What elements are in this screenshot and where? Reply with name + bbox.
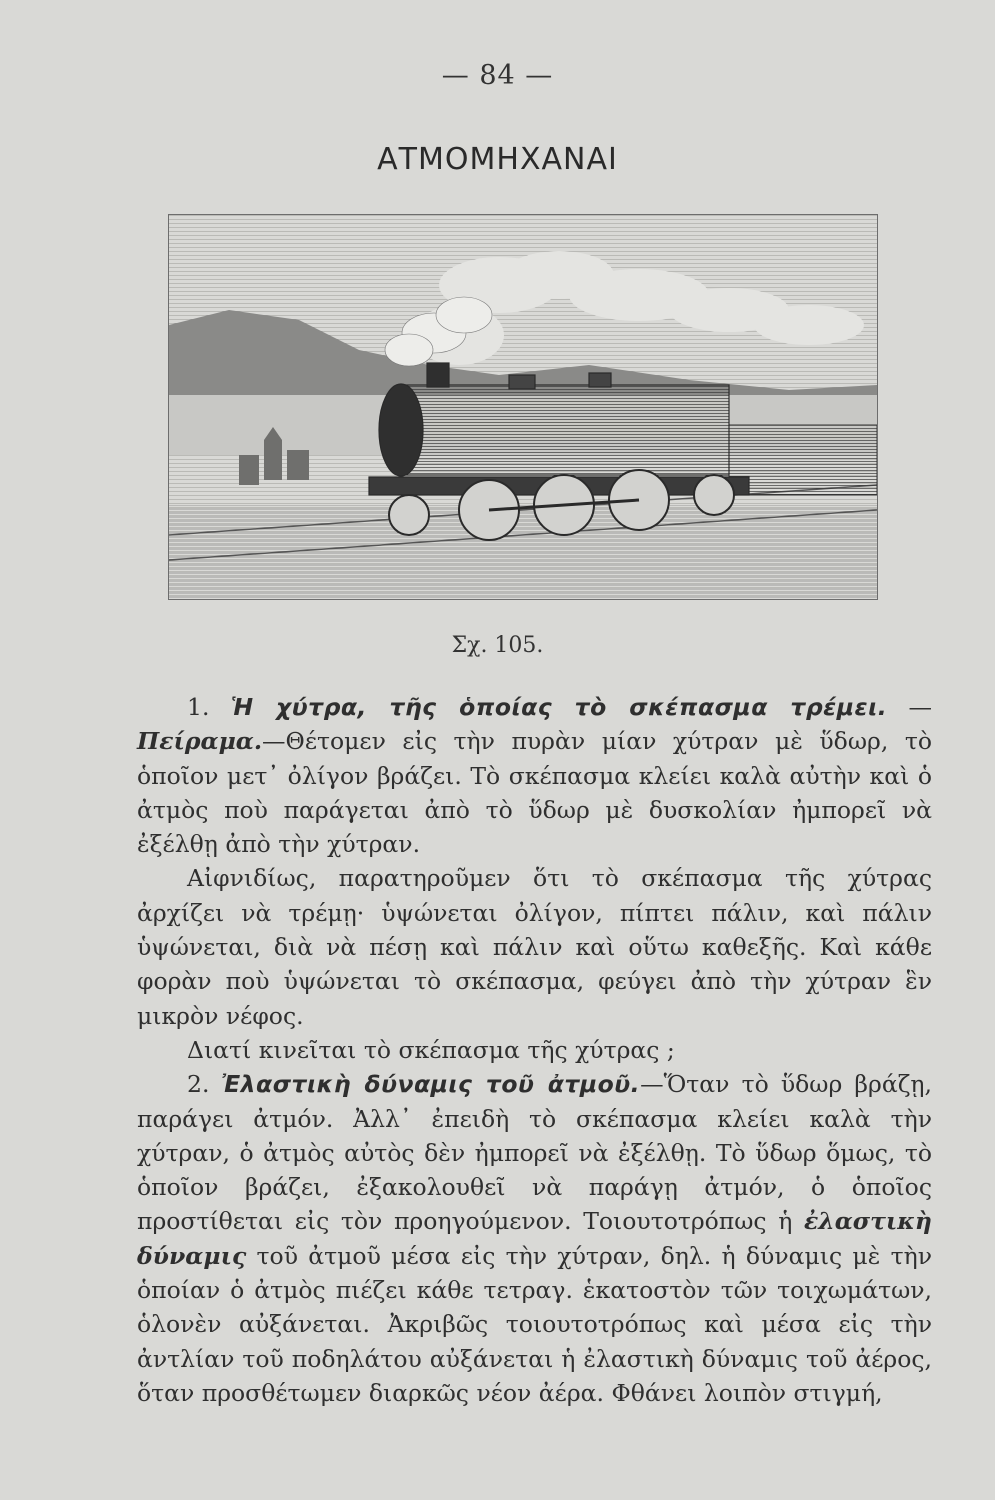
paragraph-experiment [137,690,932,861]
locomotive-engraving [169,215,877,599]
section-heading: Ἐλαστικὴ δύναμις τοῦ ἀτμοῦ. [221,1070,641,1099]
section-heading: Ἡ χύτρα, τῆς ὁποίας τὸ σκέπασμα τρέμει. [230,693,888,721]
run-in-heading: Πείραμα. [137,727,263,756]
heading-dash: — [887,693,932,721]
section-number: 2. [187,1070,210,1099]
chapter-title: ΑΤΜΟΜΗΧΑΝΑΙ [377,142,618,177]
locomotive-illustration [168,214,878,600]
body-text [137,690,932,1410]
paragraph-text: —Θέτομεν εἰς τὴν πυρὰν μίαν χύτραν μὲ ὕδωρ, τὸ ὁποῖον μετ᾽ ὀλίγον βράζει. Τὸ σκέπασμα κλείει καλὰ αὐτὴν καὶ ὁ ἀτμὸς ποὺ παράγεται ἀπὸ τὸ ὕδωρ μὲ δυσκολίαν ἠμπορεῖ νὰ ἐξέλθῃ ἀπὸ τὴν χύτραν. [137,727,932,859]
paragraph-text: τοῦ ἀτμοῦ μέσα εἰς τὴν χύτραν, δηλ. ἡ δύναμις μὲ τὴν ὁποίαν ὁ ἀτμὸς πιέζει κάθε τετραγ. ἑκατοστὸν τῶν τοιχωμάτων, ὁλονὲν αὐξάνεται. Ἀκριβῶς τοιουτοτρόπως καὶ μέσα εἰς τὴν ἀντλίαν τοῦ ποδηλάτου αὐξάνεται ἡ ἐλαστικὴ δύναμις τοῦ ἀέρος, ὅταν προσθέτωμεν διαρκῶς νέον ἀέρα. Φθάνει λοιπὸν στιγμή, [137,1241,932,1407]
paragraph-observation: Αἰφνιδίως, παρατηροῦμεν ὅτι τὸ σκέπασμα τῆς χύτρας ἀρχίζει νὰ τρέμῃ· ὑψώνεται ὀλίγον, πίπτει πάλιν, καὶ πάλιν ὑψώνεται, διὰ νὰ πέσῃ καὶ πάλιν καὶ οὕτω καθεξῆς. Καὶ κάθε φορὰν ποὺ ὑψώνεται τὸ σκέπασμα, φεύγει ἀπὸ τὴν χύτραν ἓν μικρὸν νέφος. [137,864,932,1030]
paragraph-text: —Ὅταν τὸ ὕδωρ βράζῃ, παράγει ἀτμόν. Ἀλλ᾽ ἐπειδὴ τὸ σκέπασμα κλείει καλὰ τὴν χύτραν, ὁ ἀτμὸς αὐτὸς δὲν ἠμπορεῖ νὰ ἐξέλθῃ. Τὸ ὕδωρ ὅμως, τὸ ὁποῖον βράζει, ἐξακολουθεῖ νὰ παράγῃ ἀτμόν, ὁ ὁποῖος προστίθεται εἰς τὸν προηγούμενον. Τοιουτοτρόπως ἡ [137,1070,932,1236]
page-number: — 84 — [441,60,554,91]
paragraph-elastic-force [137,1067,932,1410]
tender [729,425,877,495]
paragraph-question: Διατί κινεῖται τὸ σκέπασμα τῆς χύτρας ; [187,1035,675,1064]
section-number: 1. [187,693,210,721]
figure-caption: Σχ. 105. [451,633,544,658]
defined-term: ἐλαστικὴ δύναμις [137,1207,932,1270]
